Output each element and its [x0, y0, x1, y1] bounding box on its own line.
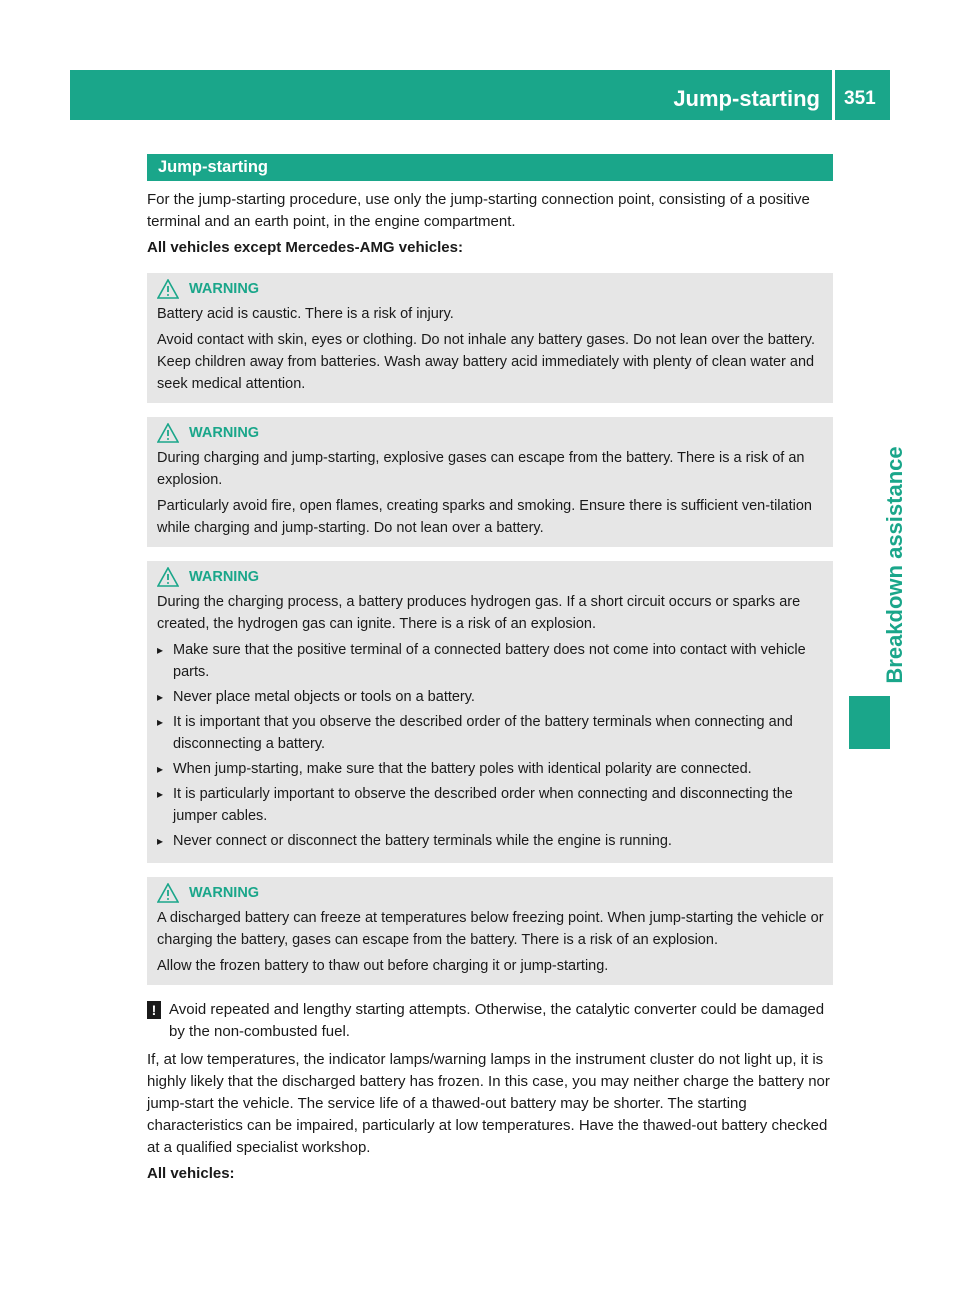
warning-triangle-icon: [157, 279, 179, 299]
warning-label: WARNING: [189, 281, 260, 297]
page-header-bar: [70, 70, 890, 120]
list-item: ▸ It is particularly important to observe the described order when connecting and disconnecting the jumper cables.: [157, 783, 824, 827]
page-number: 351: [844, 88, 876, 109]
warning-triangle-icon: [157, 883, 179, 903]
list-item: ▸ It is important that you observe the described order of the battery terminals when connecting and disconnecting a battery.: [157, 711, 824, 755]
warning-text: During the charging process, a battery produces hydrogen gas. If a short circuit occurs or sparks are created, the hydrogen gas can ignite. There is a risk of an explosion.: [157, 594, 801, 632]
exclamation-icon: !: [147, 1001, 161, 1019]
header-title: Jump-starting: [673, 86, 820, 111]
warning-text: Allow the frozen battery to thaw out before charging it or jump-starting.: [157, 958, 609, 974]
warning-text: During charging and jump-starting, explosive gases can escape from the battery. There is a risk of an explosion.: [157, 450, 805, 488]
page-content: [147, 154, 833, 1199]
warning-label: WARNING: [189, 569, 260, 585]
intro-paragraph: For the jump-starting procedure, use only the jump-starting connection point, consisting of a positive terminal and an earth point, in the engine compartment.: [147, 191, 810, 230]
warning-text: A discharged battery can freeze at temperatures below freezing point. When jump-starting the vehicle or charging the battery, gases can escape from the battery. There is a risk of an explosion.: [157, 910, 824, 948]
warning-triangle-icon: [157, 423, 179, 443]
warning-triangle-icon: [157, 567, 179, 587]
warning-bullet-list: [157, 639, 824, 852]
warning-box: [147, 417, 833, 547]
body-paragraph: If, at low temperatures, the indicator lamps/warning lamps in the instrument cluster do not light up, it is highly likely that the discharged battery has frozen. In this case, you may neither charge the battery nor jump-start the vehicle. The service life of a thawed-out battery may be shorter. The starting characteristics can be impaired, particularly at low temperatures. Have the thawed-out battery checked at a qualified specialist workshop.: [147, 1051, 830, 1156]
chapter-side-tab: [880, 420, 910, 710]
list-item: ▸ When jump-starting, make sure that the battery poles with identical polarity are connected.: [157, 758, 824, 780]
warning-box: [147, 561, 833, 863]
warning-text: Battery acid is caustic. There is a risk of injury.: [157, 306, 454, 322]
chapter-marker-block: [849, 696, 890, 749]
warning-box: [147, 877, 833, 985]
subheading-non-amg: All vehicles except Mercedes-AMG vehicles:: [147, 239, 463, 256]
chapter-label: Breakdown assistance: [882, 446, 907, 684]
header-divider: [832, 70, 835, 120]
warning-text: Avoid contact with skin, eyes or clothing. Do not inhale any battery gases. Do not lean over the battery. Keep children away from batteries. Wash away battery acid immediately with plenty of clean water and seek medical attention.: [157, 332, 815, 392]
notice-text: Avoid repeated and lengthy starting attempts. Otherwise, the catalytic converter could be damaged by the non-combusted fuel.: [169, 1001, 825, 1040]
warning-label: WARNING: [189, 885, 260, 901]
list-item: ▸ Never place metal objects or tools on a battery.: [157, 686, 824, 708]
list-item: ▸ Never connect or disconnect the battery terminals while the engine is running.: [157, 830, 824, 852]
list-item: ▸ Make sure that the positive terminal of a connected battery does not come into contact with vehicle parts.: [157, 639, 824, 683]
section-title: Jump-starting: [147, 154, 833, 181]
subheading-all-vehicles: All vehicles:: [147, 1165, 235, 1182]
warning-text: Particularly avoid fire, open flames, creating sparks and smoking. Ensure there is sufficient ven-tilation while charging and jump-starting. Do not lean over a battery.: [157, 498, 812, 536]
notice-block: [147, 999, 833, 1043]
warning-box: [147, 273, 833, 403]
warning-label: WARNING: [189, 425, 260, 441]
